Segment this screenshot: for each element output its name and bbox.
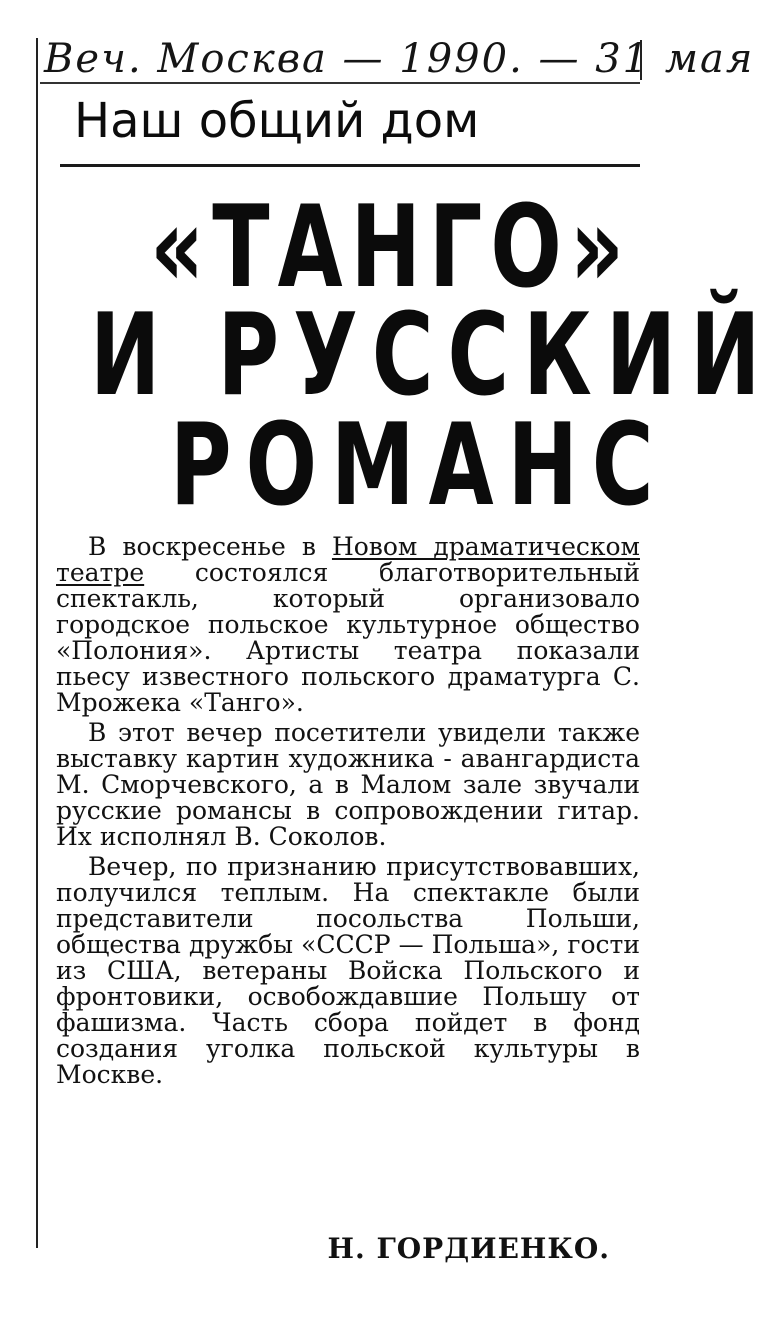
article-body bbox=[56, 534, 640, 1092]
headline-line-1: «ТАНГО» bbox=[150, 180, 633, 313]
article-paragraph-3: Вечер, по признанию присутствовавших, получился теплым. На спектакле были представители посольства Польши, общества дружбы «СССР — Польша», гости из США, ветераны Войска Польского и фронтовики, освобождавшие Польшу от фашизма. Часть сбора пойдет в фонд создания уголка польской культуры в Москве. bbox=[56, 852, 640, 1089]
paragraph-1-start: В воскресенье в bbox=[88, 532, 332, 561]
clipping-left-rule bbox=[36, 38, 38, 1248]
article-paragraph-1 bbox=[56, 534, 640, 716]
paragraph-1-end: состоялся благотворительный спектакль, который организовало городское польское культурное общество «Полония». Артисты театра показали пьесу известного польского драматурга С. Мрожека «Танго». bbox=[56, 558, 640, 717]
article-paragraph-2: В этот вечер посетители увидели также выставку картин художника - авангардиста М. Сморчевского, а в Малом зале звучали русские романсы в сопровождении гитар. Их исполнял В. Соколов. bbox=[56, 718, 640, 851]
source-note-underline bbox=[40, 82, 640, 84]
headline-line-2: И РУССКИЙ bbox=[90, 288, 774, 421]
rubric-title: Наш общий дом bbox=[74, 93, 480, 149]
theatre-name: Новом драматическом театре bbox=[56, 532, 640, 587]
article-author: Н. ГОРДИЕНКО. bbox=[327, 1232, 610, 1265]
handwritten-source-note: Веч. Москва — 1990. — 31 мая bbox=[44, 36, 755, 82]
headline-line-3: РОМАНС bbox=[170, 398, 668, 531]
rubric-divider bbox=[60, 164, 640, 167]
